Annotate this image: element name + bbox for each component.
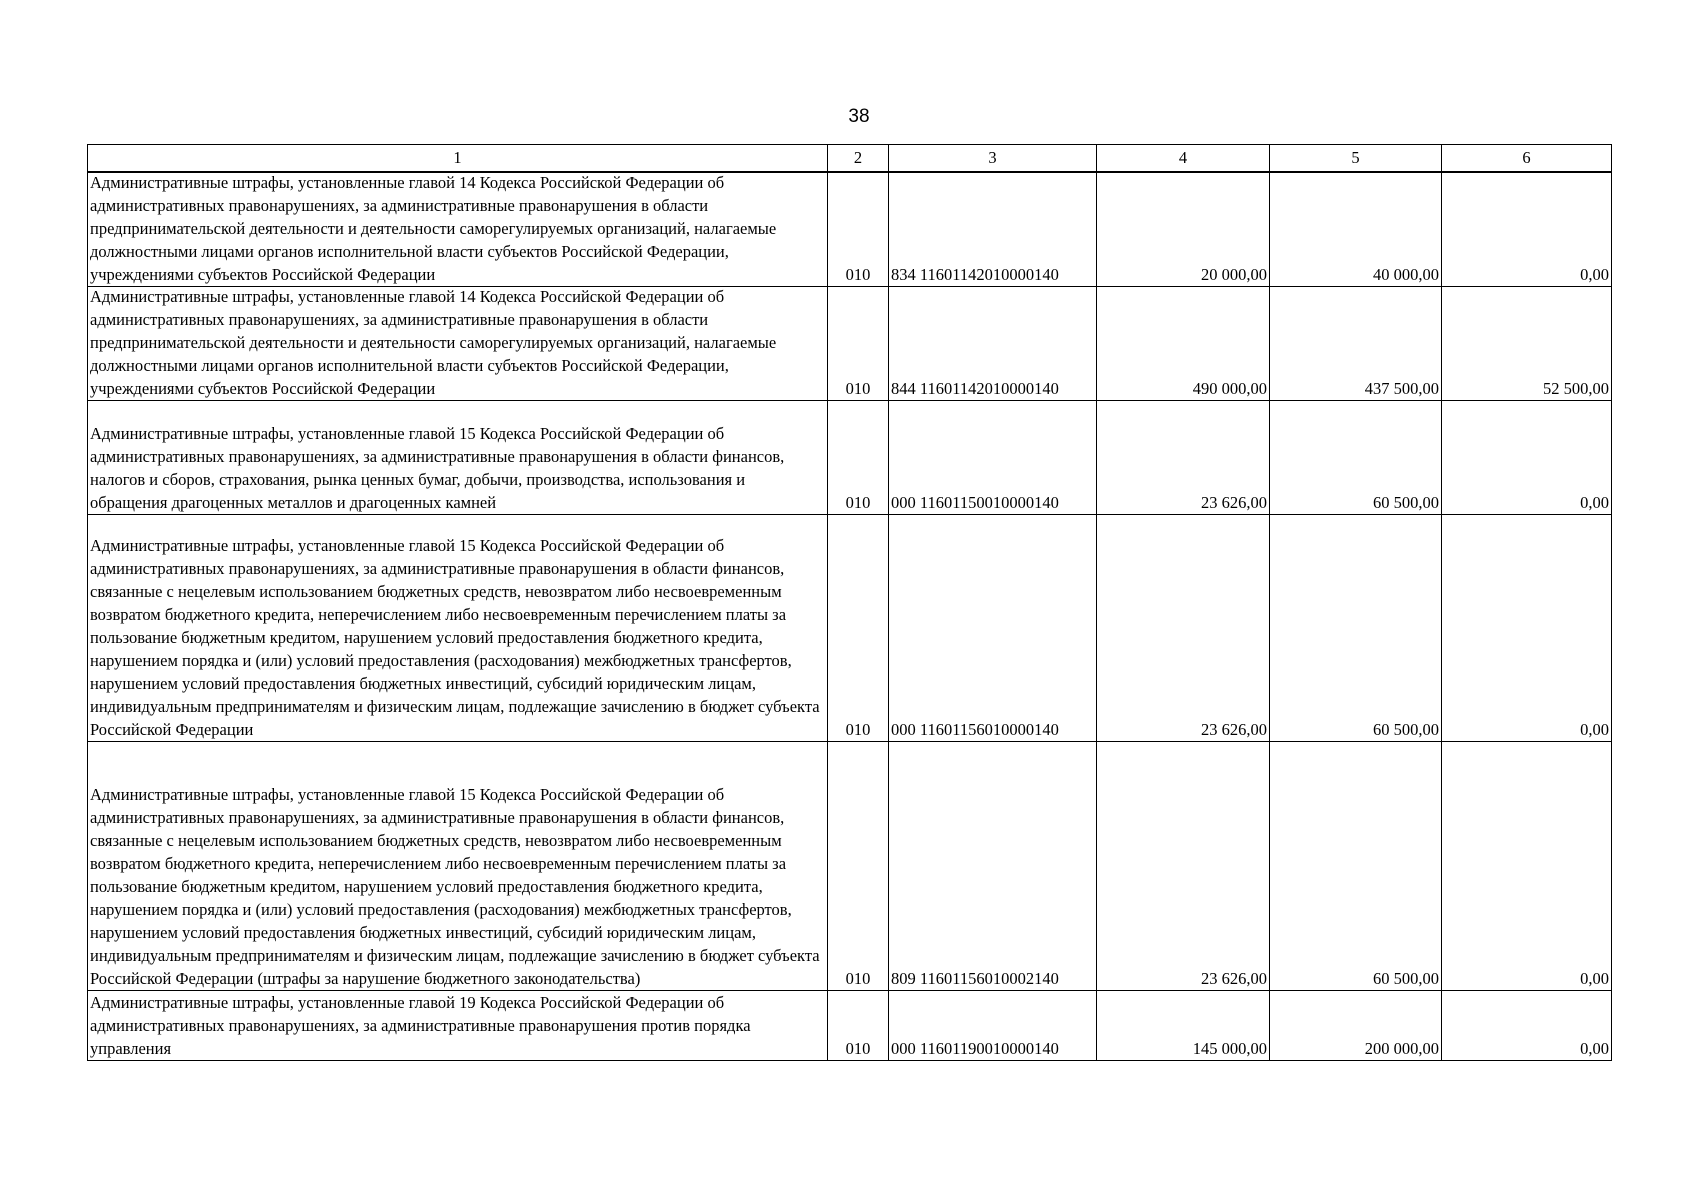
row-description-text: Административные штрафы, установленные главой 15 Кодекса Российской Федерации об административных правонарушениях, за административные правонарушения в области финансов, связанные с нецелевым использованием бюджетных средств, невозвратом либо несвоевременным возвратом бюджетного кредита, неперечислением либо несвоевременным перечислением платы за пользование бюджетным кредитом, нарушением условий предоставления бюджетного кредита, нарушением порядка и (или) условий предоставления (расходования) межбюджетных трансфертов, нарушением условий предоставления бюджетных инвестиций, субсидий юридическим лицам, индивидуальным предпринимателям и физическим лицам, подлежащие зачислению в бюджет субъекта Российской Федерации — [90, 536, 820, 739]
table-row — [88, 991, 1612, 1061]
table-row — [88, 287, 1612, 401]
column-header: 2 — [828, 145, 889, 173]
column-header: 3 — [889, 145, 1097, 173]
row-budget-code: 844 11601142010000140 — [889, 287, 1097, 401]
row-description-text: Административные штрафы, установленные главой 15 Кодекса Российской Федерации об административных правонарушениях, за административные правонарушения в области финансов, связанные с нецелевым использованием бюджетных средств, невозвратом либо несвоевременным возвратом бюджетного кредита, неперечислением либо несвоевременным перечислением платы за пользование бюджетным кредитом, нарушением условий предоставления бюджетного кредита, нарушением порядка и (или) условий предоставления (расходования) межбюджетных трансфертов, нарушением условий предоставления бюджетных инвестиций, субсидий юридическим лицам, индивидуальным предпринимателям и физическим лицам, подлежащие зачислению в бюджет субъекта Российской Федерации (штрафы за нарушение бюджетного законодательства) — [90, 785, 820, 988]
row-value-col5: 60 500,00 — [1270, 401, 1442, 515]
row-description — [88, 172, 828, 287]
table-row — [88, 515, 1612, 742]
row-description — [88, 515, 828, 742]
row-value-col5: 437 500,00 — [1270, 287, 1442, 401]
row-value-col4: 23 626,00 — [1097, 401, 1270, 515]
row-value-col5: 60 500,00 — [1270, 742, 1442, 991]
row-line-code: 010 — [828, 172, 889, 287]
row-line-code: 010 — [828, 401, 889, 515]
row-budget-code: 000 11601150010000140 — [889, 401, 1097, 515]
row-budget-code: 834 11601142010000140 — [889, 172, 1097, 287]
row-value-col4: 23 626,00 — [1097, 742, 1270, 991]
row-value-col6: 0,00 — [1442, 991, 1612, 1061]
row-description: Административные штрафы, установленные главой 19 Кодекса Российской Федерации об административных правонарушениях, за административные правонарушения против порядка управления — [88, 991, 828, 1061]
revenue-table — [87, 144, 1612, 1061]
row-description — [88, 287, 828, 401]
row-description-text: Административные штрафы, установленные главой 14 Кодекса Российской Федерации об административных правонарушениях, за административные правонарушения в области предпринимательской деятельности и деятельности саморегулируемых организаций, налагаемые должностными лицами органов исполнительной власти субъектов Российской Федерации, учреждениями субъектов Российской Федерации — [90, 287, 777, 398]
table-row — [88, 742, 1612, 991]
row-description — [88, 742, 828, 991]
row-budget-code: 000 11601156010000140 — [889, 515, 1097, 742]
row-value-col6: 0,00 — [1442, 515, 1612, 742]
row-value-col6: 0,00 — [1442, 742, 1612, 991]
table-row — [88, 401, 1612, 515]
row-value-col6: 0,00 — [1442, 172, 1612, 287]
row-description: Административные штрафы, установленные главой 15 Кодекса Российской Федерации об административных правонарушениях, за административные правонарушения в области финансов, налогов и сборов, страхования, рынка ценных бумаг, добычи, производства, использования и обращения драгоценных металлов и драгоценных камней — [88, 401, 828, 515]
row-value-col4: 145 000,00 — [1097, 991, 1270, 1061]
row-value-col4: 23 626,00 — [1097, 515, 1270, 742]
row-line-code: 010 — [828, 742, 889, 991]
row-value-col6: 52 500,00 — [1442, 287, 1612, 401]
row-value-col4: 20 000,00 — [1097, 172, 1270, 287]
column-header: 6 — [1442, 145, 1612, 173]
row-value-col5: 40 000,00 — [1270, 172, 1442, 287]
row-line-code: 010 — [828, 515, 889, 742]
row-value-col6: 0,00 — [1442, 401, 1612, 515]
column-header: 4 — [1097, 145, 1270, 173]
table-row — [88, 172, 1612, 287]
row-value-col4: 490 000,00 — [1097, 287, 1270, 401]
table-header-row — [88, 145, 1612, 173]
row-budget-code: 000 11601190010000140 — [889, 991, 1097, 1061]
row-line-code: 010 — [828, 991, 889, 1061]
column-header: 1 — [88, 145, 828, 173]
column-header: 5 — [1270, 145, 1442, 173]
row-budget-code: 809 11601156010002140 — [889, 742, 1097, 991]
row-description-text: Административные штрафы, установленные главой 14 Кодекса Российской Федерации об административных правонарушениях, за административные правонарушения в области предпринимательской деятельности и деятельности саморегулируемых организаций, налагаемые должностными лицами органов исполнительной власти субъектов Российской Федерации, учреждениями субъектов Российской Федерации — [90, 173, 777, 284]
row-value-col5: 200 000,00 — [1270, 991, 1442, 1061]
page-number: 38 — [848, 106, 870, 127]
row-value-col5: 60 500,00 — [1270, 515, 1442, 742]
row-line-code: 010 — [828, 287, 889, 401]
